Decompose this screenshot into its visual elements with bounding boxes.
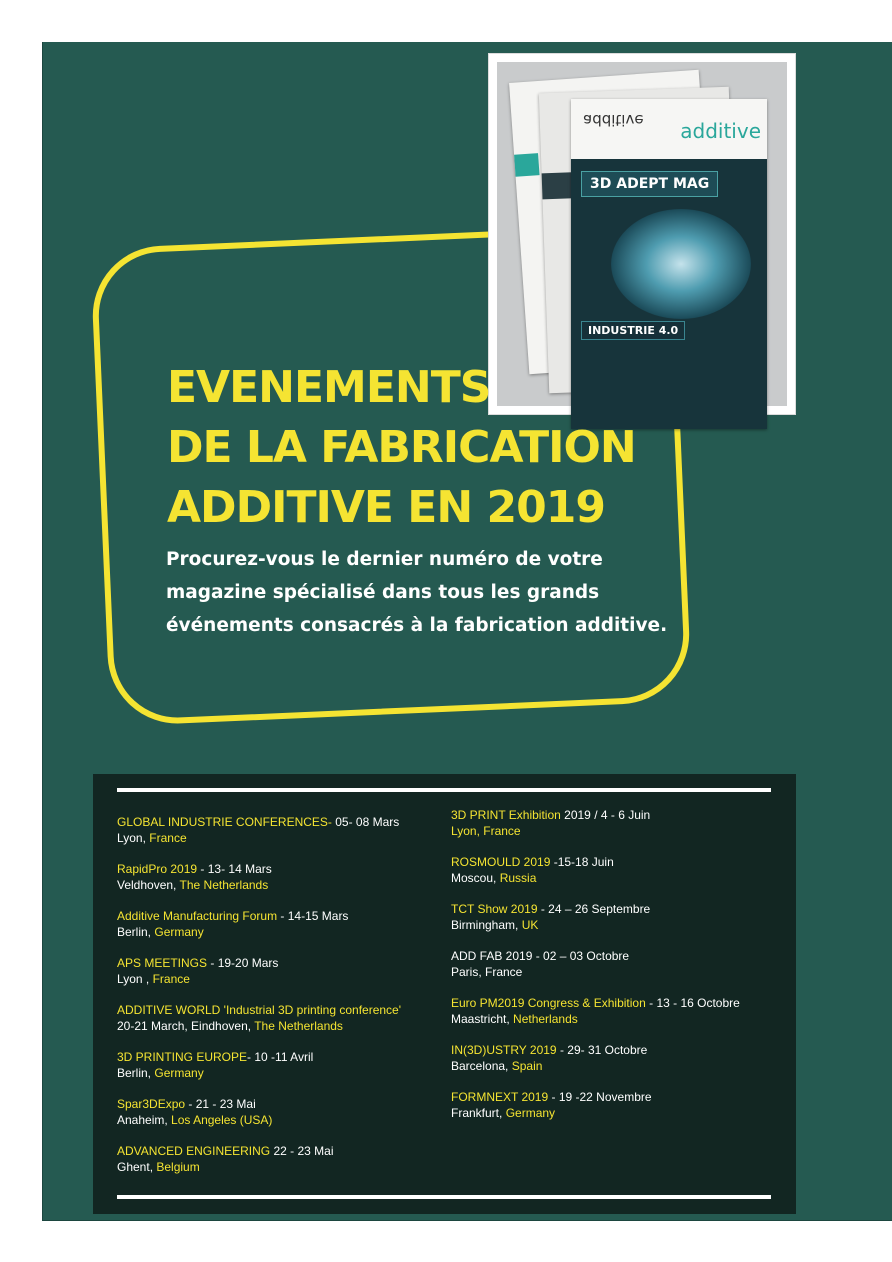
- event-name: TCT Show 2019: [451, 902, 538, 916]
- event-date: - 10 -11 Avril: [247, 1050, 314, 1064]
- event-country: Belgium: [156, 1160, 200, 1174]
- bottom-rule: [117, 1195, 771, 1199]
- event-city: Veldhoven,: [117, 878, 177, 892]
- event-item: [451, 948, 629, 980]
- headline-line-3: ADDITIVE EN 2019: [167, 482, 605, 533]
- event-city: Lyon,: [117, 831, 146, 845]
- event-item: [117, 1143, 334, 1175]
- event-city: Maastricht,: [451, 1012, 510, 1026]
- cover-logo: additive: [680, 119, 761, 143]
- cover-logo-mirrored: additive: [583, 111, 644, 129]
- event-country: Netherlands: [513, 1012, 578, 1026]
- event-country: Germany: [505, 1106, 556, 1120]
- event-city: Frankfurt,: [451, 1106, 503, 1120]
- event-name: ADD FAB 2019 - 02 – 03 Octobre: [451, 949, 630, 963]
- event-item: [117, 814, 399, 846]
- event-name: ROSMOULD 2019: [451, 855, 551, 869]
- event-city: Barcelona,: [451, 1059, 509, 1073]
- event-city: Anaheim,: [117, 1113, 168, 1127]
- event-country: Spain: [511, 1059, 543, 1073]
- event-city: Ghent,: [117, 1160, 154, 1174]
- event-date: 05- 08 Mars: [331, 815, 400, 829]
- event-country: The Netherlands: [179, 878, 269, 892]
- event-country: France: [152, 972, 190, 986]
- event-city: Berlin,: [117, 925, 152, 939]
- event-country: Germany: [154, 1066, 204, 1080]
- event-item: [451, 854, 614, 886]
- event-item: [451, 901, 650, 933]
- event-item: [117, 1049, 313, 1081]
- event-date: - 13- 14 Mars: [197, 862, 272, 876]
- event-name: 3D PRINTING EUROPE: [117, 1050, 248, 1064]
- event-date: 22 - 23 Mai: [270, 1144, 334, 1158]
- event-item: [117, 908, 348, 940]
- cover-title: 3D ADEPT MAG: [581, 171, 718, 197]
- event-name: ADVANCED ENGINEERING: [117, 1144, 271, 1158]
- event-country: The Netherlands: [254, 1019, 343, 1033]
- event-item: [451, 1089, 652, 1121]
- headline: [167, 358, 636, 538]
- event-country: UK: [521, 918, 539, 932]
- event-name: Spar3DExpo: [117, 1097, 186, 1111]
- event-name: Euro PM2019 Congress & Exhibition: [451, 996, 646, 1010]
- event-country: Germany: [154, 925, 204, 939]
- event-item: [117, 955, 278, 987]
- cover-badge: INDUSTRIE 4.0: [581, 321, 685, 340]
- event-name: Additive Manufacturing Forum: [117, 909, 278, 923]
- event-name: FORMNEXT 2019: [451, 1090, 549, 1104]
- event-city: Paris, France: [451, 965, 523, 979]
- event-item: [117, 1002, 401, 1034]
- event-item: [451, 1042, 647, 1074]
- event-name: ADDITIVE WORLD 'Industrial 3D printing conference': [117, 1003, 402, 1017]
- event-city: Lyon ,: [117, 972, 150, 986]
- event-date: 2019 / 4 - 6 Juin: [560, 808, 651, 822]
- event-country: Russia: [499, 871, 537, 885]
- top-rule: [117, 788, 771, 792]
- event-name: 3D PRINT Exhibition: [451, 808, 561, 822]
- event-city: Berlin,: [117, 1066, 152, 1080]
- event-item: [451, 807, 650, 839]
- event-name: GLOBAL INDUSTRIE CONFERENCES-: [117, 815, 332, 829]
- event-country: Lyon, France: [451, 824, 521, 838]
- event-date: - 24 – 26 Septembre: [537, 902, 651, 916]
- event-city: Birmingham,: [451, 918, 519, 932]
- cover-strip: [514, 153, 539, 177]
- event-date: - 19 -22 Novembre: [548, 1090, 652, 1104]
- event-item: [451, 995, 740, 1027]
- event-date: - 21 - 23 Mai: [185, 1097, 256, 1111]
- event-country: Los Angeles (USA): [171, 1113, 273, 1127]
- event-date: -15-18 Juin: [550, 855, 614, 869]
- event-item: [117, 1096, 272, 1128]
- event-city: 20-21 March, Eindhoven,: [117, 1019, 252, 1033]
- event-date: - 19-20 Mars: [207, 956, 279, 970]
- event-name: APS MEETINGS: [117, 956, 208, 970]
- event-date: - 14-15 Mars: [277, 909, 349, 923]
- event-date: - 13 - 16 Octobre: [645, 996, 740, 1010]
- events-box: [93, 774, 796, 1214]
- headline-line-1: EVENEMENTS: [167, 362, 491, 413]
- event-name: RapidPro 2019: [117, 862, 198, 876]
- event-country: France: [149, 831, 187, 845]
- cover-illustration: [611, 209, 751, 319]
- event-name: IN(3D)USTRY 2019: [451, 1043, 557, 1057]
- event-date: - 29- 31 Octobre: [556, 1043, 648, 1057]
- event-city: Moscou,: [451, 871, 497, 885]
- event-item: [117, 861, 272, 893]
- cover-masthead: [571, 99, 767, 159]
- headline-line-2: DE LA FABRICATION: [167, 422, 636, 473]
- intro-text: Procurez-vous le dernier numéro de votre magazine spécialisé dans tous les grands événements consacrés à la fabrication additive.: [166, 549, 668, 636]
